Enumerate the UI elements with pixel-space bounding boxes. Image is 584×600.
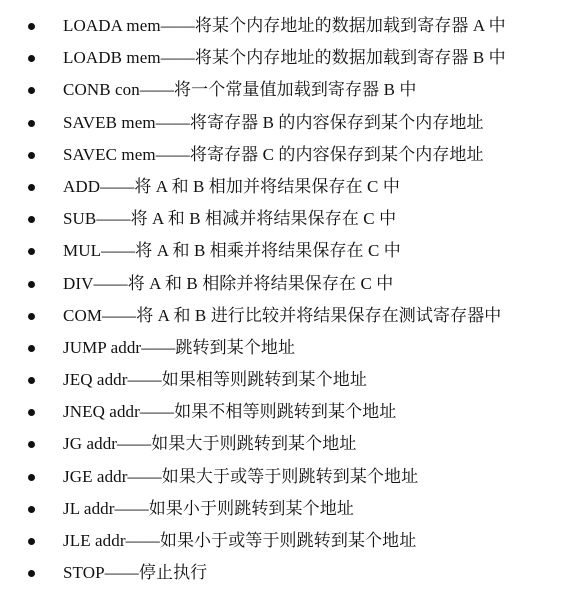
list-item xyxy=(0,525,584,557)
list-item xyxy=(0,42,584,74)
bullet-icon xyxy=(28,409,35,416)
list-item xyxy=(0,235,584,267)
instruction-text: JLE addr——如果小于或等于则跳转到某个地址 xyxy=(63,531,417,550)
bullet-icon xyxy=(28,216,35,223)
bullet-icon xyxy=(28,506,35,513)
instruction-text: CONB con——将一个常量值加载到寄存器 B 中 xyxy=(63,80,417,100)
instruction-text: SAVEB mem——将寄存器 B 的内容保存到某个内存地址 xyxy=(63,112,484,132)
bullet-icon xyxy=(28,55,35,62)
list-item xyxy=(0,461,584,493)
instruction-text: LOADA mem——将某个内存地址的数据加载到寄存器 A 中 xyxy=(63,16,506,35)
instruction-text: JGE addr——如果大于或等于则跳转到某个地址 xyxy=(63,466,419,486)
instruction-text: SAVEC mem——将寄存器 C 的内容保存到某个内存地址 xyxy=(63,144,484,164)
bullet-icon xyxy=(28,441,35,448)
list-item xyxy=(0,268,584,300)
list-item xyxy=(0,396,584,428)
list-item xyxy=(0,107,584,139)
bullet-icon xyxy=(28,538,35,545)
instruction-text: STOP——停止执行 xyxy=(63,563,208,583)
instruction-text: COM——将 A 和 B 进行比较并将结果保存在测试寄存器中 xyxy=(63,305,502,325)
bullet-icon xyxy=(28,474,35,481)
bullet-icon xyxy=(28,248,35,255)
bullet-icon xyxy=(28,23,35,30)
list-item xyxy=(0,203,584,235)
instruction-text: SUB——将 A 和 B 相减并将结果保存在 C 中 xyxy=(63,209,397,229)
instruction-list xyxy=(0,10,584,589)
bullet-icon xyxy=(28,184,35,191)
list-item xyxy=(0,493,584,525)
list-item xyxy=(0,300,584,332)
list-item xyxy=(0,74,584,106)
bullet-icon xyxy=(28,281,35,288)
instruction-text: JUMP addr——跳转到某个地址 xyxy=(63,337,296,357)
list-item xyxy=(0,139,584,171)
instruction-text: JNEQ addr——如果不相等则跳转到某个地址 xyxy=(63,402,397,422)
bullet-icon xyxy=(28,120,35,127)
bullet-icon xyxy=(28,152,35,159)
instruction-text: DIV——将 A 和 B 相除并将结果保存在 C 中 xyxy=(63,273,394,293)
instruction-text: MUL——将 A 和 B 相乘并将结果保存在 C 中 xyxy=(63,241,401,261)
list-item xyxy=(0,332,584,364)
bullet-icon xyxy=(28,313,35,320)
list-item xyxy=(0,10,584,42)
bullet-icon xyxy=(28,345,35,352)
bullet-icon xyxy=(28,570,35,577)
instruction-text: JG addr——如果大于则跳转到某个地址 xyxy=(63,434,357,454)
list-item xyxy=(0,171,584,203)
list-item xyxy=(0,428,584,460)
instruction-text: LOADB mem——将某个内存地址的数据加载到寄存器 B 中 xyxy=(63,48,506,68)
bullet-icon xyxy=(28,377,35,384)
bullet-icon xyxy=(28,87,35,94)
instruction-text: ADD——将 A 和 B 相加并将结果保存在 C 中 xyxy=(63,176,400,196)
instruction-text: JEQ addr——如果相等则跳转到某个地址 xyxy=(63,370,367,390)
list-item xyxy=(0,557,584,589)
list-item xyxy=(0,364,584,396)
instruction-text: JL addr——如果小于则跳转到某个地址 xyxy=(63,498,354,518)
